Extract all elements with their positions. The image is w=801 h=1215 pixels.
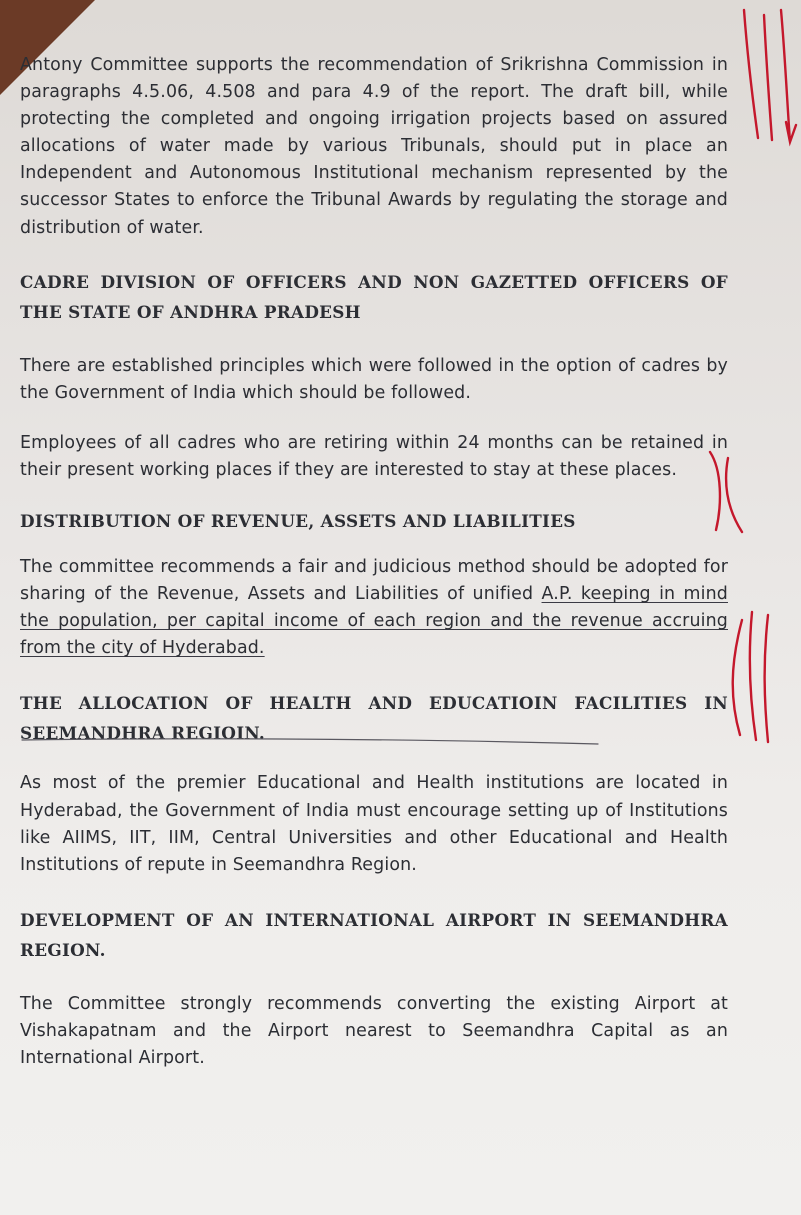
margin-mark-6 (733, 620, 742, 735)
margin-mark-2 (764, 15, 772, 140)
margin-mark-8 (765, 615, 768, 742)
heading-health-education: THE ALLOCATION OF HEALTH AND EDUCATIOIN FACILITIES IN SEEMANDHRA REGIOIN. (20, 693, 728, 744)
margin-mark-4 (710, 452, 720, 530)
underlined-passage: A.P. keeping in mind the population, per capital income of each region and the revenue accruing from the city of Hyderabad. (20, 584, 728, 659)
heading-revenue-distribution: DISTRIBUTION OF REVENUE, ASSETS AND LIABILITIES (20, 511, 576, 532)
heading-international-airport: DEVELOPMENT OF AN INTERNATIONAL AIRPORT IN SEEMANDHRA REGION. (20, 909, 728, 960)
paragraph-retiring-employees: Employees of all cadres who are retiring within 24 months can be retained in their present working places if they are interested to stay at these places. (20, 432, 728, 480)
margin-mark-1 (744, 10, 758, 138)
pencil-underline (22, 739, 598, 744)
margin-mark-7 (750, 612, 756, 740)
revenue-sharing-text: The committee recommends a fair and judicious method should be adopted for sharing of the Revenue, Assets and Liabilities of unified (20, 557, 728, 605)
paragraph-airport: The Committee strongly recommends converting the existing Airport at Vishakapatnam and the Airport nearest to Seemandhra Capital as an International Airport. (20, 993, 728, 1068)
paragraph-institutions: As most of the premier Educational and Health institutions are located in Hyderabad, the Government of India must encourage setting up of Institutions like AIIMS, IIT, IIM, Central Universities and other Educational and Health Institutions of repute in Seemandhra Region. (20, 773, 728, 875)
paragraph-irrigation: Antony Committee supports the recommendation of Srikrishna Commission in paragraphs 4.5.06, 4.508 and para 4.9 of the report. The draft bill, while protecting the completed and ongoing irrigation projects based on assured allocations of water made by various Tribunals, should put in place an Independent and Autonomous Institutional mechanism represented by the successor States to enforce the Tribunal Awards by regulating the storage and distribution of water. (20, 55, 728, 238)
paragraph-cadre-principles: There are established principles which were followed in the option of cadres by the Government of India which should be followed. (20, 355, 728, 403)
heading-cadre-division: CADRE DIVISION OF OFFICERS AND NON GAZETTED OFFICERS OF THE STATE OF ANDHRA PRADESH (20, 271, 728, 322)
margin-mark-arrow (781, 10, 796, 142)
margin-mark-5 (726, 458, 742, 532)
